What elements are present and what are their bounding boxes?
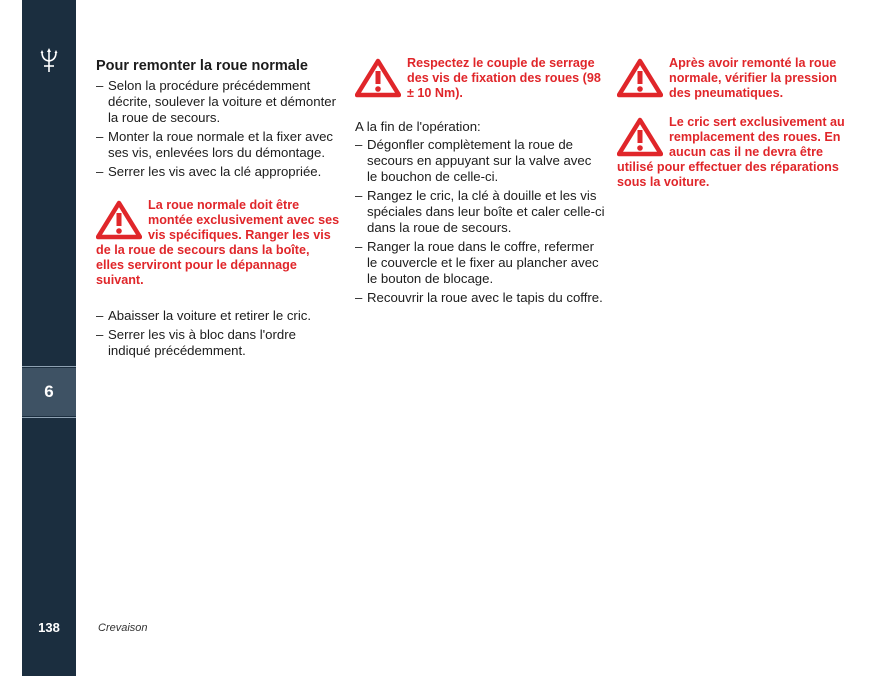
list-item: – Monter la roue normale et la fixer avec ses vis, enlevées lors du démontage. (96, 129, 340, 161)
list-item: – Recouvrir la roue avec le tapis du coffre. (355, 290, 605, 306)
warning-triangle-icon (617, 117, 663, 157)
list-item: – Ranger la roue dans le coffre, refermer le couvercle et le fixer au plancher avec le bouton de blocage. (355, 239, 605, 287)
chapter-number: 6 (22, 368, 76, 416)
list-item: – Rangez le cric, la clé à douille et les vis spéciales dans leur boîte et caler celle-ci dans la roue de secours. (355, 188, 605, 236)
page-number: 138 (38, 620, 60, 635)
warning-text: Après avoir remonté la roue normale, vérifier la pression des pneumatiques. (669, 56, 837, 100)
warning-block (617, 115, 862, 190)
warning-text: Le cric sert exclusivement au remplacement des roues. En aucun cas il ne devra être utilisé pour effectuer des réparations sous la voiture. (617, 115, 845, 189)
footer-section-title: Crevaison (98, 622, 148, 634)
section-title: Pour remonter la roue normale (96, 58, 308, 74)
trident-logo-icon (22, 48, 76, 79)
step-list-1 (96, 78, 340, 180)
warning-block (96, 198, 340, 288)
warning-text: La roue normale doit être montée exclusivement avec ses vis spécifiques. Ranger les vis de la roue de secours dans la boîte, elles serviront pour le dépannage suivant. (96, 198, 340, 287)
list-item: – Dégonfler complètement la roue de secours en appuyant sur la valve avec le bouchon de celle-ci. (355, 137, 605, 185)
warning-triangle-icon (355, 58, 401, 98)
column-2 (355, 56, 605, 309)
chapter-divider-top (22, 366, 76, 367)
list-item: – Abaisser la voiture et retirer le cric. (96, 308, 340, 324)
chapter-sidebar (22, 0, 76, 676)
warning-block (355, 56, 605, 101)
column-3 (617, 56, 862, 190)
step-list-2 (96, 308, 340, 359)
intro-text: A la fin de l'opération: (355, 119, 481, 134)
list-item: – Serrer les vis avec la clé appropriée. (96, 164, 340, 180)
warning-text: Respectez le couple de serrage des vis de fixation des roues (98 ± 10 Nm). (407, 56, 601, 100)
list-item: – Selon la procédure précédemment décrite, soulever la voiture et démonter la roue de secours. (96, 78, 340, 126)
column-1 (96, 58, 340, 362)
step-list-3 (355, 137, 605, 306)
warning-triangle-icon (96, 200, 142, 240)
warning-triangle-icon (617, 58, 663, 98)
list-item: – Serrer les vis à bloc dans l'ordre indiqué précédemment. (96, 327, 340, 359)
warning-block (617, 56, 862, 101)
chapter-divider-bottom (22, 417, 76, 418)
